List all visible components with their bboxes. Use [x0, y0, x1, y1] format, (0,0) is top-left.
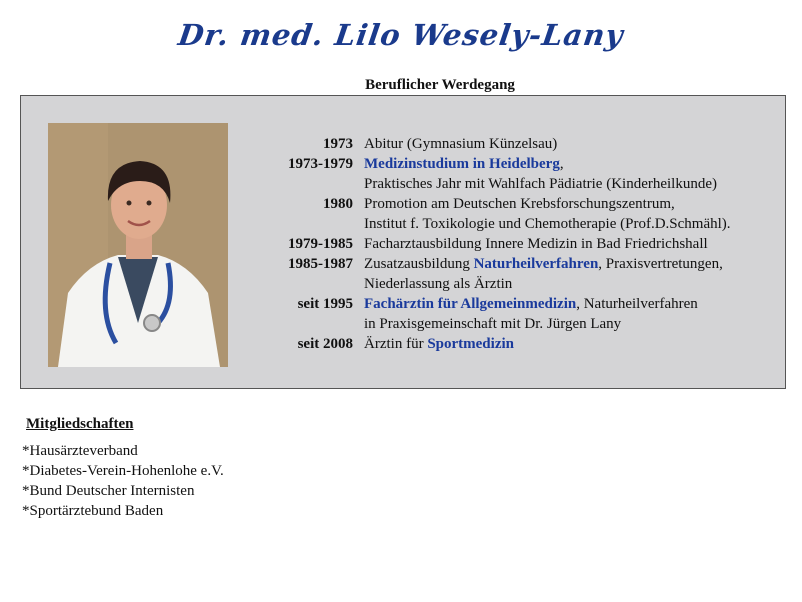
timeline-text	[364, 254, 723, 274]
portrait-illustration	[48, 123, 228, 367]
timeline-year: 1973	[323, 136, 353, 152]
timeline-text	[364, 134, 557, 154]
timeline-segment: in Praxisgemeinschaft mit Dr. Jürgen Lany	[364, 316, 622, 332]
timeline-year: 1985-1987	[288, 256, 353, 272]
timeline-highlight: Naturheilverfahren	[473, 256, 599, 272]
timeline-segment: Ärztin für	[364, 336, 428, 352]
timeline-year	[256, 174, 364, 194]
timeline-highlight: Sportmedizin	[427, 336, 514, 352]
timeline-row	[256, 234, 731, 254]
timeline-text	[364, 314, 621, 334]
timeline-row	[256, 174, 731, 194]
timeline-row	[256, 334, 731, 354]
timeline-segment: Niederlassung als Ärztin	[364, 276, 513, 292]
timeline-year: 1979-1985	[288, 236, 353, 252]
timeline-text	[364, 194, 675, 214]
membership-item: *Hausärzteverband	[22, 443, 138, 459]
timeline-segment: ,	[559, 156, 564, 172]
timeline-text	[364, 214, 731, 234]
membership-item: *Sportärztebund Baden	[22, 503, 164, 519]
timeline-highlight: Fachärztin für Allgemeinmedizin	[364, 296, 577, 312]
timeline-year: 1973-1979	[288, 156, 353, 172]
timeline-row	[256, 154, 731, 174]
timeline-row	[256, 214, 731, 234]
timeline-text	[364, 154, 564, 174]
timeline-highlight: Medizinstudium in Heidelberg	[364, 156, 560, 172]
membership-item: *Diabetes-Verein-Hohenlohe e.V.	[22, 463, 224, 479]
career-panel	[20, 95, 786, 389]
timeline-row	[256, 274, 731, 294]
timeline-year: seit 2008	[297, 336, 353, 352]
timeline-segment: Zusatzausbildung	[364, 256, 474, 272]
timeline-year: 1980	[323, 196, 353, 212]
timeline-text	[364, 294, 698, 314]
timeline-row	[256, 254, 731, 274]
timeline-segment: Institut f. Toxikologie und Chemotherapie (Prof.D.Schmähl).	[364, 216, 731, 232]
timeline-row	[256, 294, 731, 314]
timeline-segment: Promotion am Deutschen Krebsforschungszentrum,	[364, 196, 675, 212]
timeline-segment: , Naturheilverfahren	[576, 296, 698, 312]
page-title: Dr. med. Lilo Wesely-Lany	[176, 18, 626, 52]
timeline-year	[256, 274, 364, 294]
timeline-segment: Facharztausbildung Innere Medizin in Bad Friedrichshall	[364, 236, 708, 252]
portrait-photo	[48, 123, 228, 367]
timeline-row	[256, 314, 731, 334]
timeline-segment: , Praxisvertretungen,	[598, 256, 723, 272]
timeline-row	[256, 134, 731, 154]
timeline-text	[364, 234, 708, 254]
section-title: Beruflicher Werdegang	[365, 77, 515, 93]
memberships-list	[22, 441, 224, 521]
membership-item: *Bund Deutscher Internisten	[22, 483, 195, 499]
timeline-row	[256, 194, 731, 214]
memberships-title: Mitgliedschaften	[26, 416, 134, 432]
timeline-segment: Praktisches Jahr mit Wahlfach Pädiatrie (Kinderheilkunde)	[364, 176, 717, 192]
timeline-year	[256, 214, 364, 234]
career-timeline	[256, 134, 731, 354]
timeline-text	[364, 334, 514, 354]
timeline-segment: Abitur (Gymnasium Künzelsau)	[364, 136, 558, 152]
timeline-year: seit 1995	[297, 296, 353, 312]
timeline-text	[364, 274, 512, 294]
timeline-year	[256, 314, 364, 334]
timeline-text	[364, 174, 717, 194]
